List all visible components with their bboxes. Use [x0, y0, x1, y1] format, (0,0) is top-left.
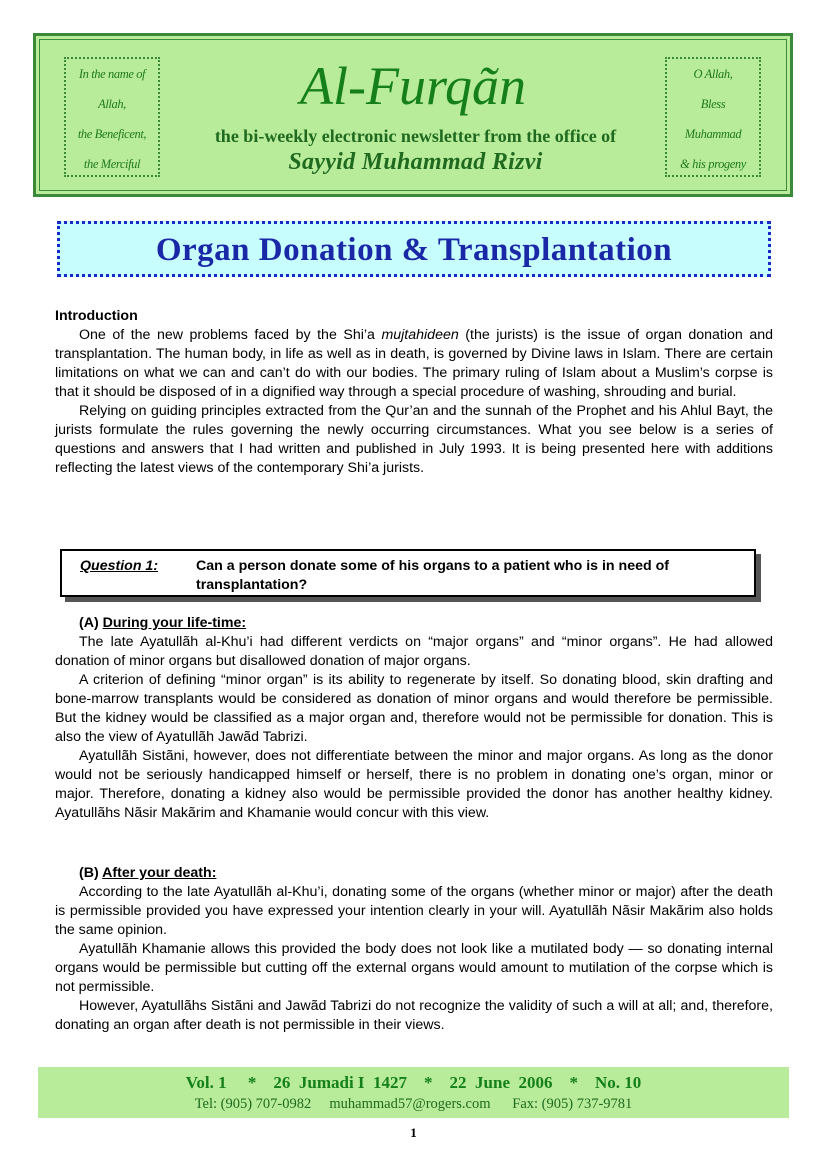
question-box: [60, 549, 756, 597]
section-a-title: During your life-time:: [102, 615, 247, 631]
newsletter-footer: [38, 1067, 789, 1118]
question-text: Can a person donate some of his organs to a patient who is in need of transplantation?: [196, 558, 669, 593]
bismillah-line: the Beneficent,: [77, 127, 147, 141]
intro-paragraph: Relying on guiding principles extracted from the Qur’an and the sunnah of the Prophet and his Ahlul Bayt, the jurists formulate the rules governing the newly occurring circumstances. What you see below is a series of questions and answers that I had written and published in July 1993. It is being presented here with additions reflecting the latest views of the contemporary Shi’a jurists.: [55, 403, 773, 476]
question-label: Question 1:: [80, 558, 159, 574]
section-lifetime: [55, 614, 773, 823]
section-b-paragraph: However, Ayatullãhs Sistãni and Jawãd Tabrizi do not recognize the validity of such a will at all; and, therefore, donating an organ after death is not permissible in their views.: [55, 998, 773, 1033]
issue-info: Vol. 1 * 26 Jumadi I 1427 * 22 June 2006 * No. 10: [185, 1073, 642, 1092]
newsletter-header: [33, 33, 793, 197]
intro-text: One of the new problems faced by the Shi’a: [79, 327, 382, 343]
section-b-heading: [55, 864, 773, 883]
salawat-line: O Allah,: [693, 67, 733, 81]
salawat-line: Muhammad: [684, 127, 742, 141]
header-inner-border: [39, 39, 787, 191]
salawat-box: [665, 57, 761, 177]
introduction-section: [55, 307, 773, 478]
article-title: Organ Donation & Transplantation: [155, 232, 673, 268]
section-b-prefix: (B): [79, 865, 103, 881]
intro-paragraph: [55, 326, 773, 402]
section-b-paragraph: According to the late Ayatullãh al-Khu’i, donating some of the organs (whether minor or major) after the death is permissible provided you have expressed your intention clearly in your will. Ayatullãh Nãsir Makãrim also holds the same opinion.: [55, 884, 773, 938]
section-after-death: [55, 864, 773, 1035]
article-title-banner: [57, 221, 771, 277]
newsletter-author: Sayyid Muhammad Rizvi: [288, 149, 543, 175]
bismillah-line: In the name of: [78, 67, 146, 81]
section-b-paragraph: Ayatullãh Khamanie allows this provided the body does not look like a mutilated body — so donating internal organs would be permissible but cutting off the external organs would amount to mutilation of the corpse which is not permissible.: [55, 941, 773, 995]
contact-info: Tel: (905) 707-0982 muhammad57@rogers.com Fax: (905) 737-9781: [194, 1096, 633, 1112]
intro-italic-term: mujtahideen: [381, 327, 459, 343]
section-a-paragraph: A criterion of defining “minor organ” is its ability to regenerate by itself. So donating blood, skin drafting and bone-marrow transplants would be considered as donation of minor organs and would therefore be permissible. But the kidney would be classified as a major organ and, therefore would not be permissible for donation. This is also the view of Ayatullãh Jawãd Tabrizi.: [55, 672, 773, 745]
bismillah-line: Allah,: [98, 97, 126, 111]
section-a-paragraph: The late Ayatullãh al-Khu’i had different verdicts on “major organs” and “minor organs”. He had allowed donation of minor organs but disallowed donation of major organs.: [55, 634, 773, 669]
section-b-title: After your death:: [102, 865, 217, 881]
salawat-line: Bless: [700, 97, 726, 111]
newsletter-title: Al-Furqãn: [300, 56, 526, 116]
section-a-prefix: (A): [79, 615, 103, 631]
section-a-paragraph: Ayatullãh Sistãni, however, does not differentiate between the minor and major organs. As long as the donor would not be seriously handicapped himself or herself, there is no problem in donating one’s organ, minor or major. Therefore, donating a kidney also would be permissible provided the donor has another healthy kidney. Ayatullãhs Nãsir Makãrim and Khamanie would concur with this view.: [55, 748, 773, 821]
salawat-line: & his progeny: [680, 157, 746, 171]
introduction-heading: Introduction: [55, 308, 138, 324]
section-a-heading: [55, 614, 773, 633]
bismillah-line: the Merciful: [83, 157, 141, 171]
page-number: 1: [410, 1125, 417, 1140]
intro-text: (the jurists) is the issue of organ donation and transplantation. The human body, in life as well as in death, is governed by Divine laws in Islam. There are certain limitations on what we can and can’t do with our bodies. The primary ruling of Islam about a Muslim’s corpse is that it should be disposed of in a dignified way through a special procedure of washing, shrouding and burial.: [55, 327, 774, 400]
newsletter-subtitle: the bi-weekly electronic newsletter from the office of: [214, 126, 617, 146]
